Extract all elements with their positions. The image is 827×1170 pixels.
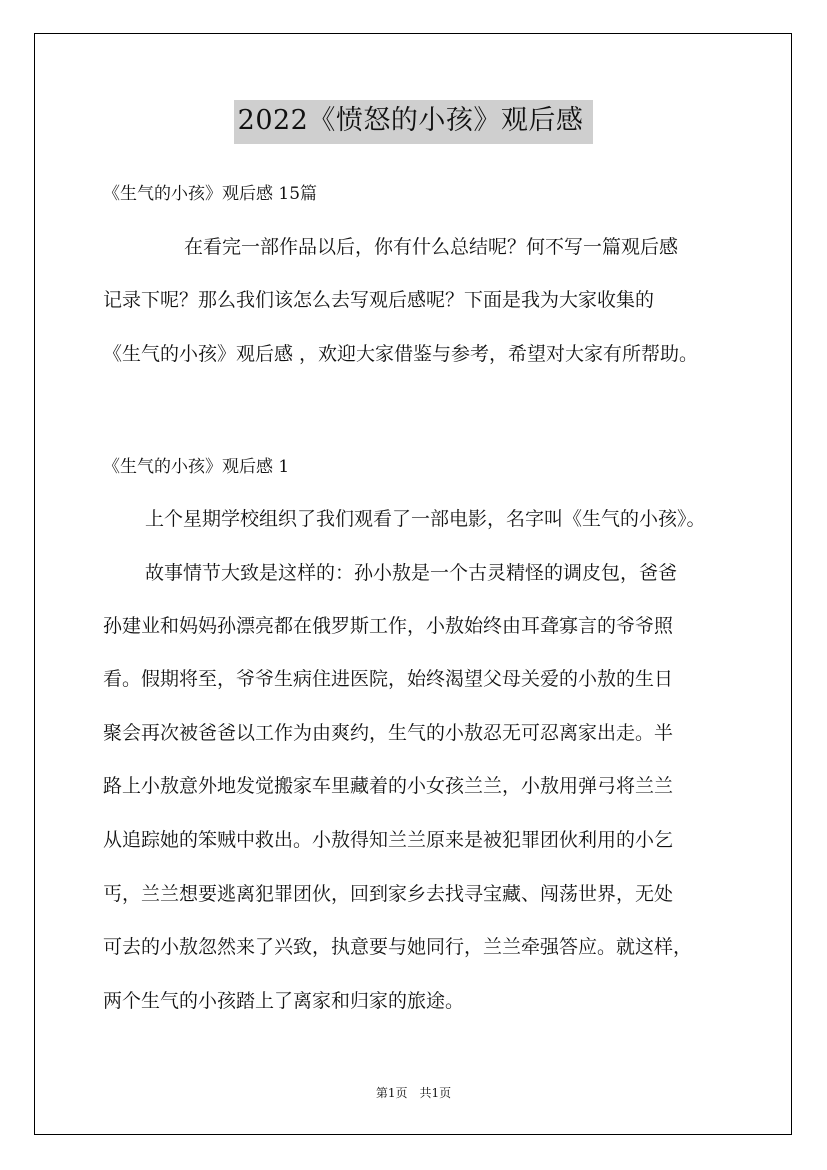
document-title: 2022《愤怒的小孩》观后感 [234, 100, 594, 144]
paragraph-2-line-1: 故事情节大致是这样的：孙小敖是一个古灵精怪的调皮包，爸爸 [145, 562, 678, 584]
paragraph-2-line-8: 可去的小敖忽然来了兴致，执意要与她同行，兰兰牵强答应。就这样， [103, 936, 693, 958]
paragraph-2-line-9: 两个生气的小孩踏上了离家和归家的旅途。 [103, 990, 465, 1012]
section-heading: 《生气的小孩》观后感 1 [103, 457, 290, 477]
paragraph-2-line-2: 孙建业和妈妈孙漂亮都在俄罗斯工作，小敖始终由耳聋寡言的爷爷照 [103, 615, 674, 637]
paragraph-2-line-7: 丐，兰兰想要逃离犯罪团伙，回到家乡去找寻宝藏、闯荡世界，无处 [103, 883, 674, 905]
intro-line-1: 在看完一部作品以后，你有什么总结呢？何不写一篇观后感 [184, 236, 679, 258]
title-container [0, 100, 827, 144]
intro-line-3: 《生气的小孩》观后感 ，欢迎大家借鉴与参考，希望对大家有所帮助。 [103, 343, 699, 365]
intro-line-2: 记录下呢？那么我们该怎么去写观后感呢？下面是我为大家收集的 [103, 289, 655, 311]
page-number: 第1页 共1页 [375, 1086, 452, 1100]
paragraph-1: 上个星期学校组织了我们观看了一部电影，名字叫《生气的小孩》。 [145, 508, 706, 530]
document-subtitle: 《生气的小孩》观后感 15篇 [103, 184, 318, 204]
paragraph-2-line-6: 从追踪她的笨贼中救出。小敖得知兰兰原来是被犯罪团伙利用的小乞 [103, 829, 674, 851]
paragraph-2-line-5: 路上小敖意外地发觉搬家车里藏着的小女孩兰兰，小敖用弹弓将兰兰 [103, 775, 674, 797]
paragraph-2-line-3: 看。假期将至，爷爷生病住进医院，始终渴望父母关爱的小敖的生日 [103, 668, 674, 690]
paragraph-2-line-4: 聚会再次被爸爸以工作为由爽约，生气的小敖忍无可忍离家出走。半 [103, 722, 674, 744]
